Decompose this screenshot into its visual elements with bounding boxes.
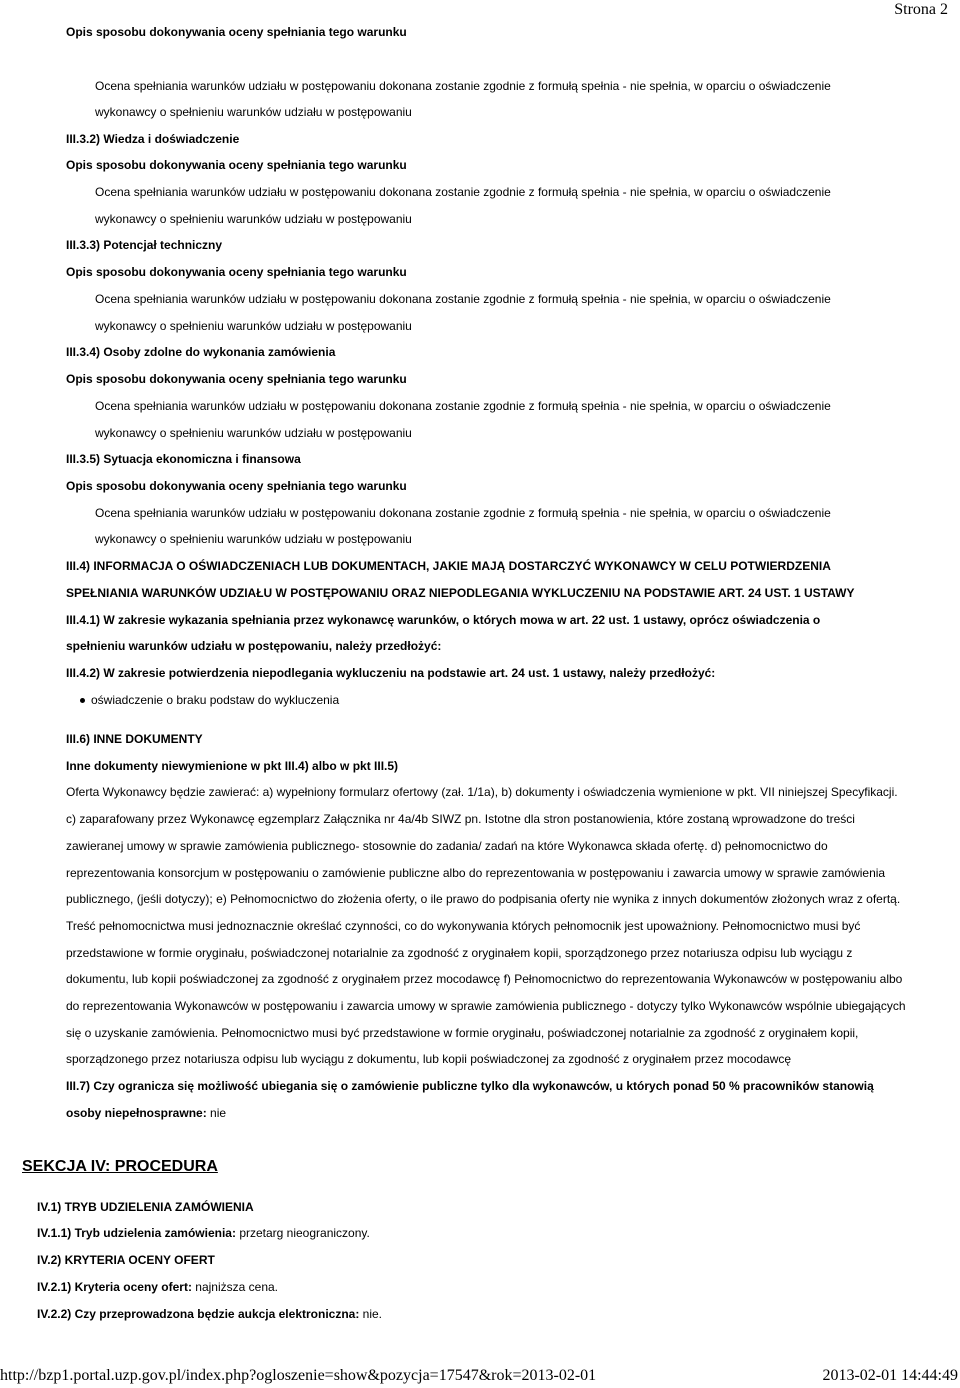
paragraph-line: c) zaparafowany przez Wykonawcę egzemplarz Załącznika nr 4a/4b SIWZ pn. Istotne dla stron postanowienia, które zostaną wprowadzone do treści	[66, 812, 855, 826]
section-heading-3-6: III.6) INNE DOKUMENTY	[66, 732, 203, 746]
paragraph-line: sporządzonego przez notariusza odpisu lub wyciągu z dokumentu, lub kopii poświadczonej za zgodność z oryginałem przez mocodawcę	[66, 1052, 792, 1066]
answer-line	[66, 1105, 226, 1121]
evaluation-text: wykonawcy o spełnieniu warunków udziału w postępowaniu	[95, 426, 412, 440]
evaluation-text: Ocena spełniania warunków udziału w postępowaniu dokonana zostanie zgodnie z formułą spełnia - nie spełnia, w oparciu o oświadczenie	[95, 185, 831, 199]
answer-label: IV.2.1) Kryteria oceny ofert:	[37, 1280, 192, 1294]
section-heading-3-4-2: III.4.2) W zakresie potwierdzenia niepodlegania wykluczeniu na podstawie art. 24 ust. 1 ustawy, należy przedłożyć:	[66, 666, 716, 680]
footer-url: http://bzp1.portal.uzp.gov.pl/index.php?ogloszenie=show&pozycja=17547&rok=2013-02-01	[0, 1367, 597, 1384]
section-title-iv: SEKCJA IV: PROCEDURA	[22, 1158, 218, 1175]
answer-line	[37, 1225, 370, 1241]
answer-line	[37, 1279, 278, 1295]
paragraph-line: publicznego, (jeśli dotyczy); e) Pełnomocnictwo do złożenia oferty, o ile prawo do podpisania oferty nie wynika z innych dokumentów złożonych wraz z ofertą.	[66, 892, 901, 906]
section-heading-3-3-3: III.3.3) Potencjał techniczny	[66, 238, 223, 252]
evaluation-text: Ocena spełniania warunków udziału w postępowaniu dokonana zostanie zgodnie z formułą spełnia - nie spełnia, w oparciu o oświadczenie	[95, 399, 831, 413]
subsection-heading: Inne dokumenty niewymienione w pkt III.4) albo w pkt III.5)	[66, 759, 399, 773]
answer-value: przetarg nieograniczony.	[239, 1226, 370, 1240]
section-heading-3-3-2: III.3.2) Wiedza i doświadczenie	[66, 132, 240, 146]
paragraph-line: dokumentu, lub kopii poświadczonej za zgodność z oryginałem przez mocodawcę f) Pełnomocnictwo do reprezentowania Wykonawców w postępowaniu albo	[66, 972, 903, 986]
section-heading-3-3-4: III.3.4) Osoby zdolne do wykonania zamówienia	[66, 345, 336, 359]
section-heading-3-7: III.7) Czy ogranicza się możliwość ubiegania się o zamówienie publiczne tylko dla wykonawców, u których ponad 50 % pracowników stanowią	[66, 1079, 874, 1093]
paragraph-line: reprezentowania konsorcjum w postępowaniu o zamówienie publiczne albo do reprezentowania w postępowaniu i zawarcia umowy w sprawie zamówienia	[66, 866, 886, 880]
section-heading-3-3-5: III.3.5) Sytuacja ekonomiczna i finansowa	[66, 452, 301, 466]
answer-line	[37, 1306, 382, 1322]
paragraph-line: się o uzyskanie zamówienia. Pełnomocnictwo musi być przedstawione w formie oryginału, poświadczonej notarialnie za zgodność z oryginałem kopii,	[66, 1026, 859, 1040]
evaluation-text: Ocena spełniania warunków udziału w postępowaniu dokonana zostanie zgodnie z formułą spełnia - nie spełnia, w oparciu o oświadczenie	[95, 506, 831, 520]
evaluation-heading: Opis sposobu dokonywania oceny spełniania tego warunku	[66, 158, 407, 172]
paragraph-line: zawieranej umowy w sprawie zamówienia publicznego- stosownie do zadania/ zadań na które Wykonawca składa ofertę. d) pełnomocnictwo do	[66, 839, 828, 853]
evaluation-text: wykonawcy o spełnieniu warunków udziału w postępowaniu	[95, 532, 412, 546]
answer-value: nie.	[362, 1307, 383, 1321]
section-heading-3-4: III.4) INFORMACJA O OŚWIADCZENIACH LUB DOKUMENTACH, JAKIE MAJĄ DOSTARCZYĆ WYKONAWCY W CELU POTWIERDZENIA	[66, 559, 831, 573]
evaluation-heading: Opis sposobu dokonywania oceny spełniania tego warunku	[66, 25, 407, 39]
paragraph-line: Oferta Wykonawcy będzie zawierać: a) wypełniony formularz ofertowy (zał. 1/1a), b) dokumenty i oświadczenia wymienione w pkt. VII niniejszej Specyfikacji.	[66, 785, 898, 799]
evaluation-text: wykonawcy o spełnieniu warunków udziału w postępowaniu	[95, 212, 412, 226]
section-heading-iv-2: IV.2) KRYTERIA OCENY OFERT	[37, 1253, 215, 1267]
evaluation-text: Ocena spełniania warunków udziału w postępowaniu dokonana zostanie zgodnie z formułą spełnia - nie spełnia, w oparciu o oświadczenie	[95, 292, 831, 306]
evaluation-text: Ocena spełniania warunków udziału w postępowaniu dokonana zostanie zgodnie z formułą spełnia - nie spełnia, w oparciu o oświadczenie	[95, 79, 831, 93]
paragraph-line: Treść pełnomocnictwa musi jednoznacznie określać czynności, co do wykonywania których pełnomocnik jest upoważniony. Pełnomocnictwo musi być	[66, 919, 861, 933]
list-item: oświadczenie o braku podstaw do wykluczenia	[91, 693, 340, 707]
evaluation-heading: Opis sposobu dokonywania oceny spełniania tego warunku	[66, 372, 407, 386]
answer-label: osoby niepełnosprawne:	[66, 1106, 207, 1120]
section-heading-3-4-1-cont: spełnieniu warunków udziału w postępowaniu, należy przedłożyć:	[66, 639, 442, 653]
page-number: Strona 2	[894, 1, 948, 18]
answer-value: najniższa cena.	[195, 1280, 279, 1294]
evaluation-text: wykonawcy o spełnieniu warunków udziału w postępowaniu	[95, 105, 412, 119]
evaluation-heading: Opis sposobu dokonywania oceny spełniania tego warunku	[66, 265, 407, 279]
paragraph-line: do reprezentowania Wykonawców w postępowaniu i zawarcia umowy w sprawie zamówienia publicznego - dotyczy tylko Wykonawców wspólnie ubiegających	[66, 999, 906, 1013]
footer-timestamp: 2013-02-01 14:44:49	[822, 1367, 958, 1384]
section-heading-iv-1: IV.1) TRYB UDZIELENIA ZAMÓWIENIA	[37, 1200, 254, 1214]
paragraph-line: przedstawione w formie oryginału, poświadczonej notarialnie za zgodność z oryginałem kopii, sporządzonego przez notariusza odpisu lub wyciągu z	[66, 946, 853, 960]
answer-label: IV.2.2) Czy przeprowadzona będzie aukcja elektroniczna:	[37, 1307, 360, 1321]
section-heading-3-4-1: III.4.1) W zakresie wykazania spełniania przez wykonawcę warunków, o których mowa w art. 22 ust. 1 ustawy, oprócz oświadczenia o	[66, 613, 821, 627]
section-heading-3-4-cont: SPEŁNIANIA WARUNKÓW UDZIAŁU W POSTĘPOWANIU ORAZ NIEPODLEGANIA WYKLUCZENIU NA PODSTAWIE ART. 24 UST. 1 USTAWY	[66, 586, 855, 600]
answer-value: nie	[210, 1106, 227, 1120]
evaluation-heading: Opis sposobu dokonywania oceny spełniania tego warunku	[66, 479, 407, 493]
evaluation-text: wykonawcy o spełnieniu warunków udziału w postępowaniu	[95, 319, 412, 333]
answer-label: IV.1.1) Tryb udzielenia zamówienia:	[37, 1226, 236, 1240]
bullet-icon	[80, 698, 85, 703]
